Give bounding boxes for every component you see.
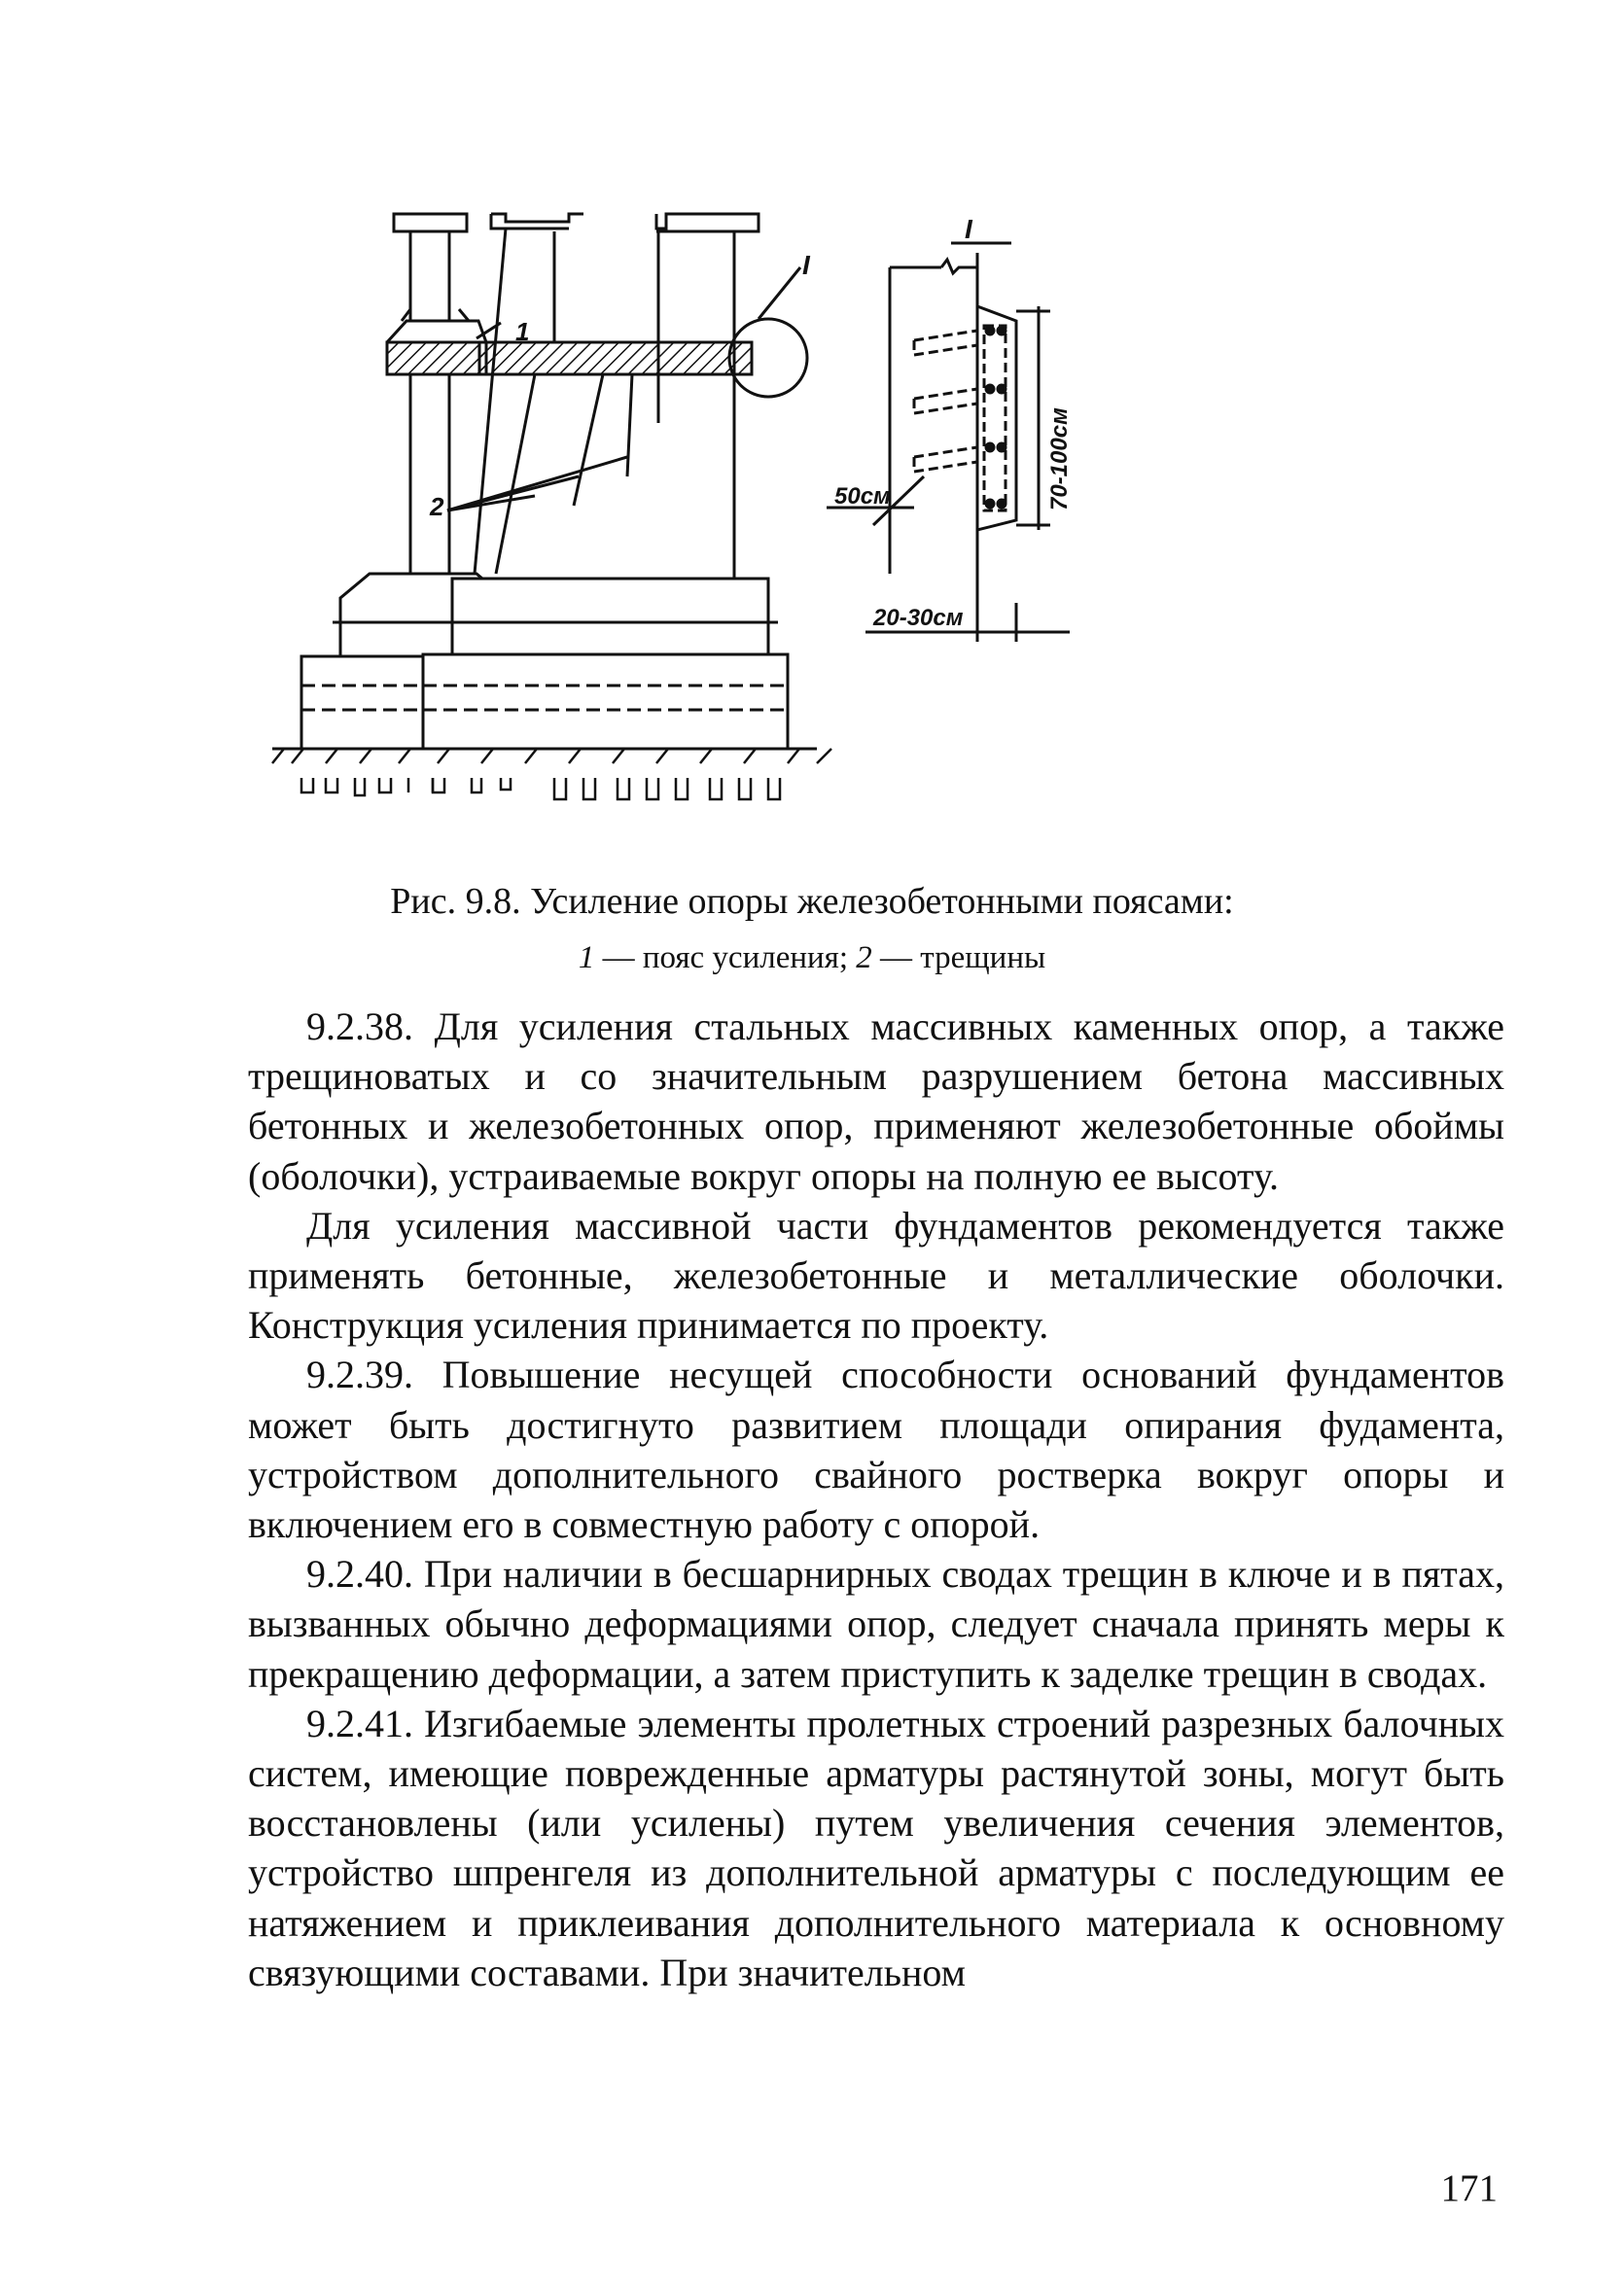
- paragraph-foundations: Для усиления массивной части фундаментов рекомендуется также применять бетонные, железобетонные и металлические оболочки. Конструкция усиления принимается по проекту.: [248, 1203, 1504, 1348]
- dim-bottom-label: 20-30см: [873, 605, 964, 631]
- label-I: I: [802, 250, 810, 280]
- pier-drawing-svg: [243, 194, 1118, 856]
- page-number: 171: [1440, 2167, 1498, 2209]
- paragraph-9-2-39: 9.2.39. Повышение несущей способности оснований фундаментов может быть достигнуто развитием площади опирания фудамента, устройством дополнительного свайного ростверка вокруг опоры и включением его в совместную работу с опорой.: [248, 1353, 1504, 1547]
- ground-hatching: [272, 749, 831, 763]
- legend-1-text: — пояс усиления;: [602, 940, 849, 975]
- figure-caption-legend: [0, 940, 1624, 976]
- paragraph-9-2-38: 9.2.38. Для усиления стальных массивных каменных опор, а также трещиноватых и со значительным разрушением бетона массивных бетонных и железобетонных опор, применяют железобетонные обоймы (оболочки), устраиваемые вокруг опоры на полную ее высоту.: [248, 1004, 1504, 1198]
- label-1: 1: [515, 317, 530, 346]
- legend-2-number: 2: [856, 940, 872, 975]
- label-I-detail: I: [965, 214, 972, 244]
- label-2: 2: [430, 492, 444, 521]
- figure-reinforcement-drawing: [243, 194, 1118, 861]
- body-text: [248, 1002, 1504, 1997]
- middle-pier: [423, 214, 807, 749]
- paragraph-9-2-41: 9.2.41. Изгибаемые элементы пролетных строений разрезных балочных систем, имеющие поврежденные арматуры растянутой зоны, могут быть восстановлены (или усилены) путем увеличения сечения элементов, устройство шпренгеля из дополнительной арматуры с последующим ее натяжением и приклеивания дополнительного материала к основному связующими составами. При значительном: [248, 1701, 1504, 1994]
- legend-2-text: — трещины: [880, 940, 1046, 975]
- dim-height-label: 70-100см: [1046, 407, 1073, 510]
- legend-1-number: 1: [578, 940, 595, 975]
- detail-I: [827, 243, 1070, 642]
- figure-caption-title: Рис. 9.8. Усиление опоры железобетонными поясами:: [390, 881, 1234, 922]
- paragraph-9-2-40: 9.2.40. При наличии в бесшарнирных сводах трещин в ключе и в пятах, вызванных обычно деформациями опор, следует сначала принять меры к прекращению деформации, а затем приступить к заделке трещин в сводах.: [248, 1552, 1504, 1696]
- soil-piles: [301, 778, 780, 799]
- dim-left-label: 50см: [834, 483, 891, 510]
